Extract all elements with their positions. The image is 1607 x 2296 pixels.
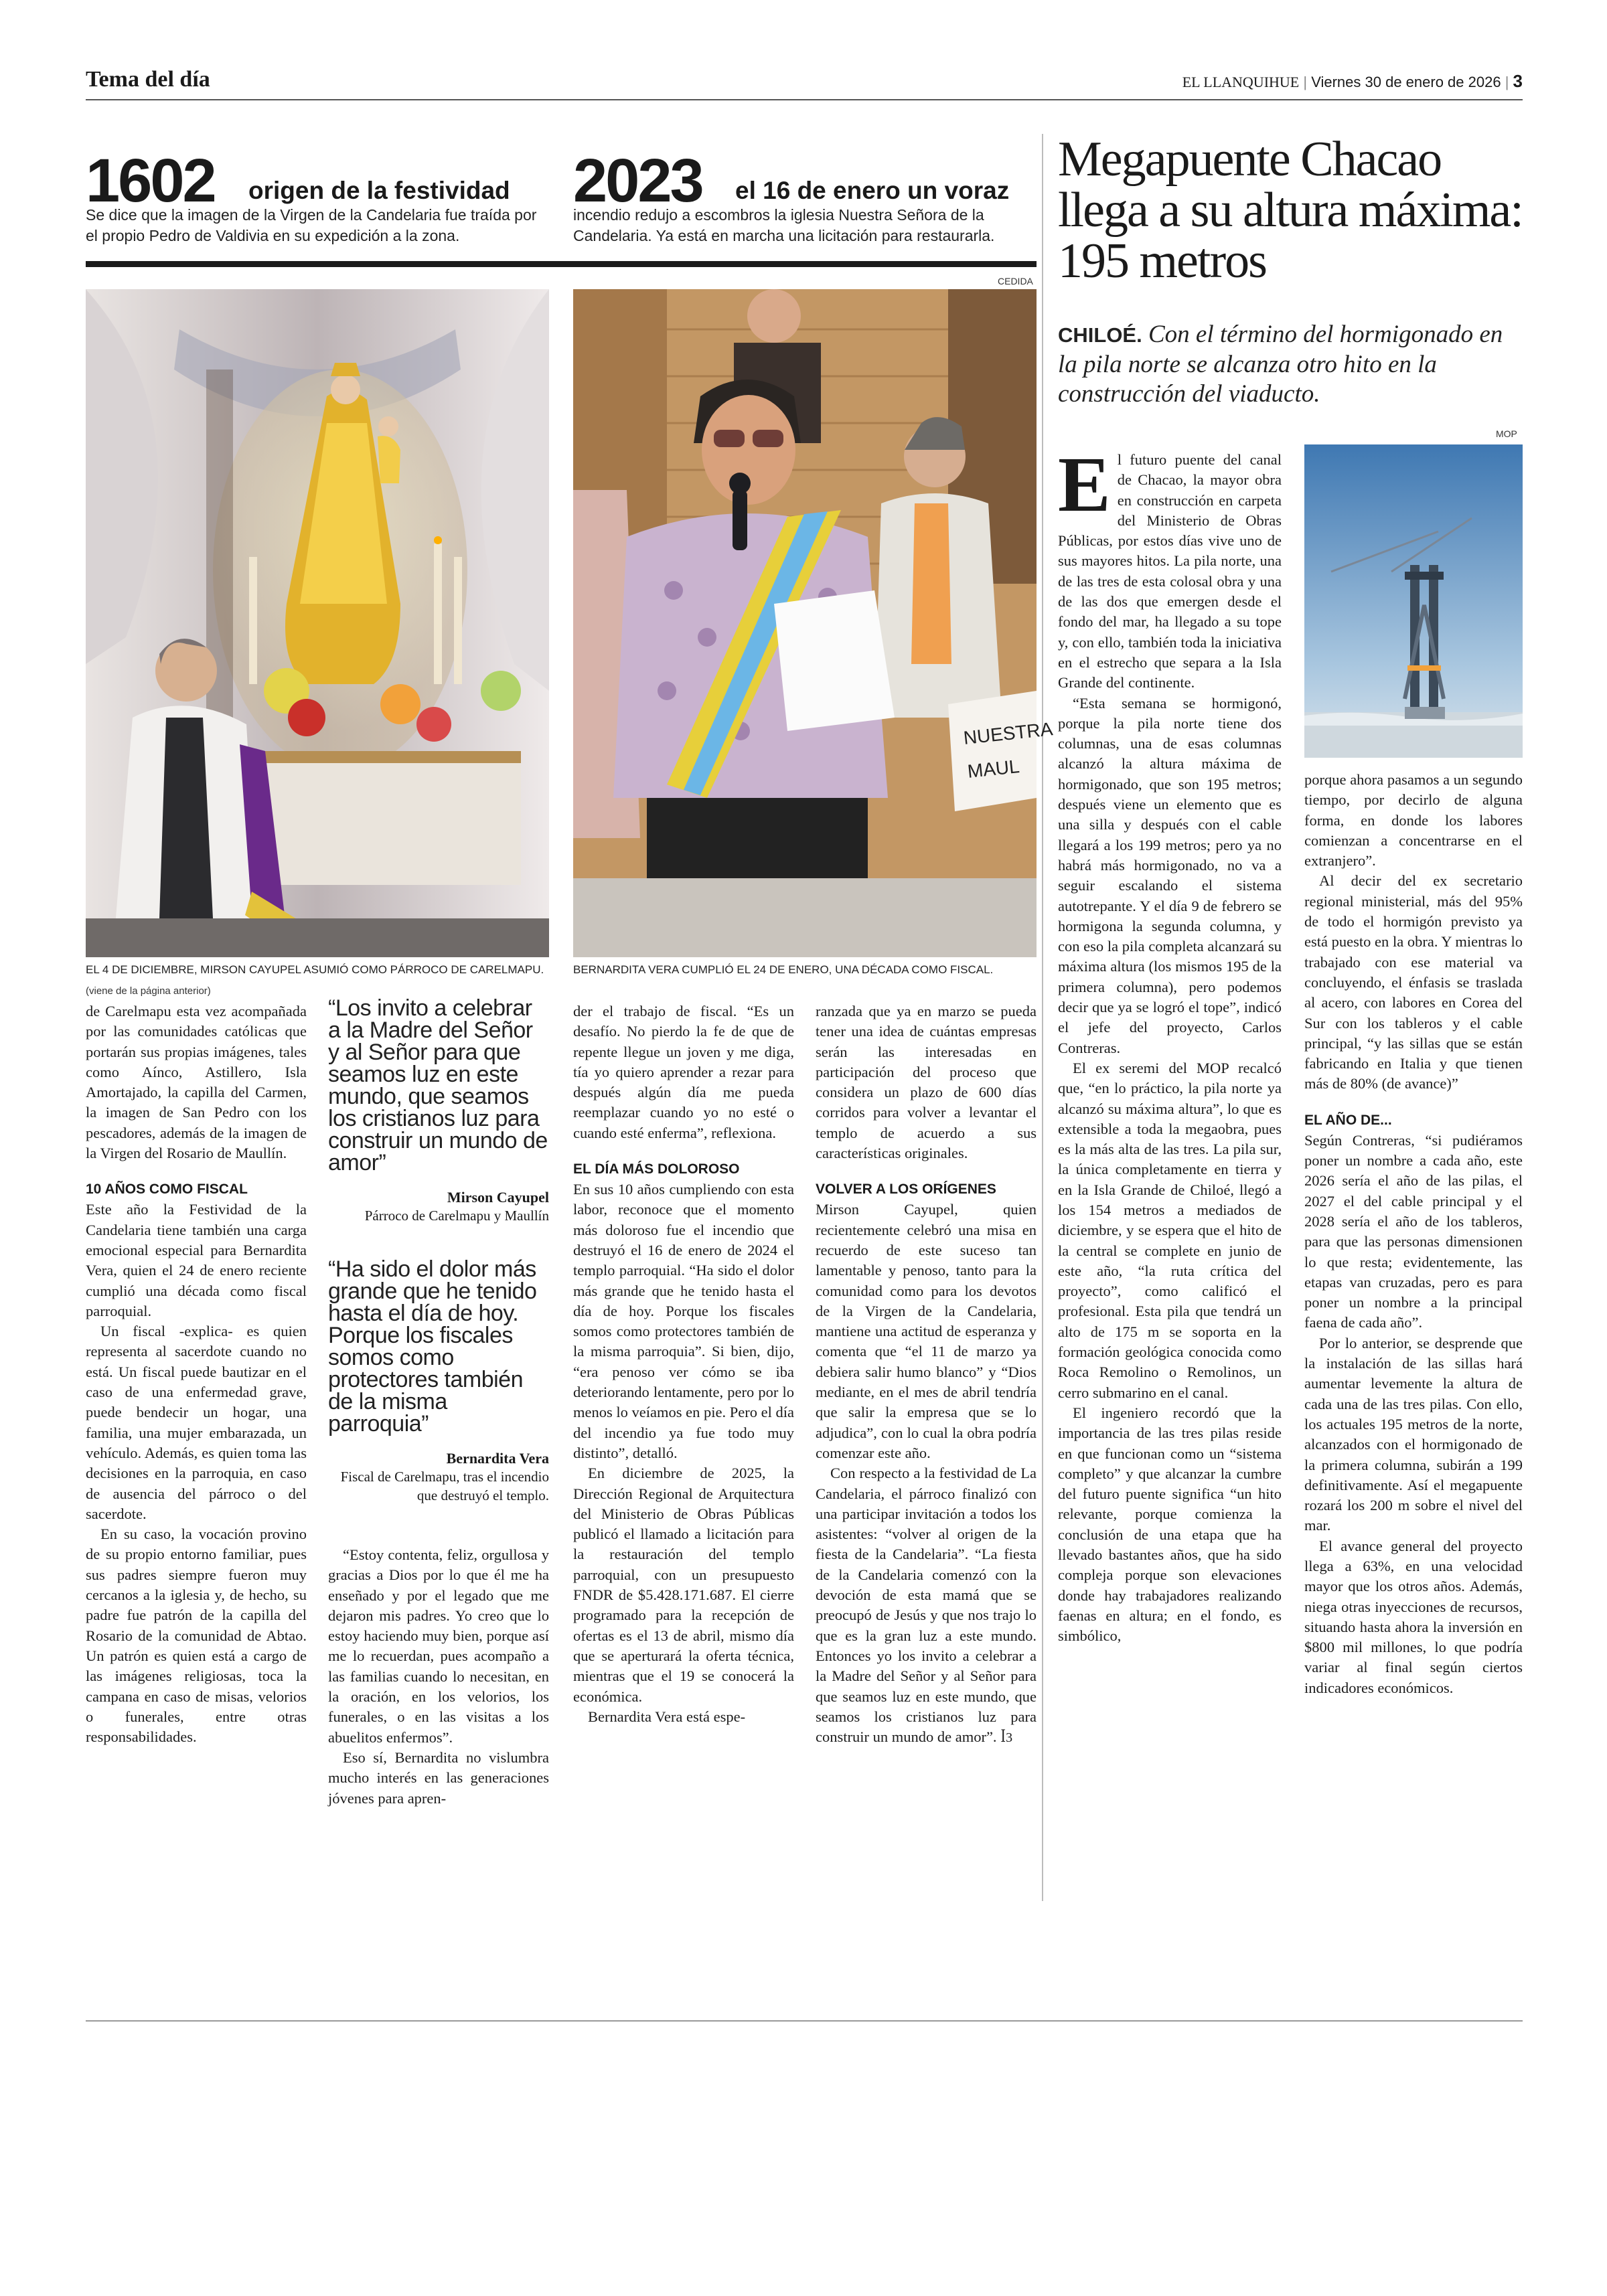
continued-note: (viene de la página anterior) — [86, 985, 211, 997]
fact-headline: origen de la festividad — [248, 177, 510, 204]
column-divider — [1042, 134, 1043, 1901]
facts-bar — [86, 261, 1037, 267]
fact-headline: el 16 de enero un voraz — [735, 177, 1010, 204]
article1-col1: de Carelmapu esta vez acompañada por las comunidades católicas que portarán sus propias imágenes, tales como Aínco, Astillero, Isla Amortajado, la capilla del Carmen, la imagen de San Pedro con los pescadores, además de la imagen de la Virgen del Rosario de Maullín. 10 AÑOS COMO FISCAL Este año la Festividad de la Candelaria tiene también una carga emocional especial para Bernardita Vera, quien el 24 de enero reciente cumplió una década como fiscal parroquial. Un fiscal -explica- es quien representa al sacerdote cuando no está. Un fiscal puede bautizar en el caso de una enfermedad grave, puede bendecir un hogar, una familia, una mujer embarazada, un vehículo. Además, es quien toma las decisiones en la parroquia, en caso de ausencia del párroco o del sacerdote. En su caso, la vocación provino de su propio entorno familiar, pues sus padres siempre fueron muy cercanos a la iglesia y, de hecho, su padre fue patrón de la capilla del Rosario de la comunidad de Abtao. Un patrón es quien está a cargo de las imágenes religiosas, toca la campana en caso de misas, velorios o funerales, entre otras responsabilidades. — [86, 1003, 307, 1746]
fact-number: 2023 — [573, 147, 702, 215]
paper-name: EL LLANQUIHUE — [1182, 74, 1300, 90]
masthead-info: EL LLANQUIHUE | Viernes 30 de enero de 2026 | 3 — [1182, 71, 1523, 91]
footer-rule — [86, 2020, 1523, 2022]
altar-illustration — [86, 289, 549, 957]
pullquote-vera: “Ha sido el dolor más grande que he tenido hasta el día de hoy. Porque los fiscales somos como protectores también de la misma parroquia” Bernardita Vera Fiscal de Carelmapu, tras el incendio que destruyó el templo. — [328, 1256, 549, 1503]
photo-fiscal — [573, 289, 1054, 957]
subhead-doloroso: EL DÍA MÁS DOLOROSO — [573, 1161, 740, 1177]
fiscal-illustration — [573, 289, 1054, 957]
article2-title: Megapuente Chacao llega a su altura máxima: 195 metros — [1058, 132, 1523, 289]
dropcap: E — [1058, 440, 1111, 528]
bridge-illustration — [1304, 444, 1523, 758]
pullquote-cayupel: “Los invito a celebrar a la Madre del Señor y al Señor para que seamos luz en este mundo, que seamos los cristianos luz para construir un mundo de amor” Mirson Cayupel Párroco de Carelmapu y Maullín — [328, 995, 549, 1224]
article2-col2: porque ahora pasamos a un segundo tiempo, por decirlo de alguna forma, en donde los labores comienzan a concentrarse en el extranjero”. Al decir del ex secretario regional ministerial, más del 95% de todo el hormigón previsto ya está puesto en la obra. Y mientras lo trabajado con ese material va concluyendo, el énfasis se traslada al acero, con labores en Corea del Sur con los tableros y el cable principal, “y las sillas que se están fabricando en Italia y que tienen más de 80% (de avance)” EL AÑO DE... Según Contreras, “si pudiéramos poner un nombre a cada año, este 2026 sería el año de las pilas, el 2027 el del cable principal y el 2028 sería el año de los tableros, para que las personas dimensionen lo que resta; evidentemente, las etapas van cruzadas, pero es para poner un nombre a la principal faena de cada año”. Por lo anterior, se desprende que la instalación de las sillas hará aumentar levemente la altura de cada una de las tres pilas. Con ello, los actuales 195 metros de la norte, alcanzados con el hormigonado de la primera columna, subirán a 199 definitivamente. Así el megapuente rozará los 200 m sobre el nivel del mar. El avance general del proyecto llega a 63%, en una velocidad mayor que los otros años. Además, niega otras inyecciones de recursos, situando hasta ahora la inversión en $800 mil millones, lo que podría variar al final según ciertos indicadores económicos. — [1304, 771, 1523, 1696]
header-rule — [86, 99, 1523, 100]
subhead-ano: EL AÑO DE... — [1304, 1112, 1392, 1128]
page-number: 3 — [1513, 71, 1523, 91]
article2-place: CHILOÉ. — [1058, 323, 1142, 347]
photo-fiscal-caption: BERNARDITA VERA CUMPLIÓ EL 24 DE ENERO, UNA DÉCADA COMO FISCAL. — [573, 963, 994, 976]
photo-altar-caption: EL 4 DE DICIEMBRE, MIRSON CAYUPEL ASUMIÓ COMO PÁRROCO DE CARELMAPU. — [86, 963, 544, 976]
sign-text: NUESTRA — [962, 718, 1054, 748]
svg-text:MAUL: MAUL — [966, 756, 1020, 782]
end-mark: ꟾ3 — [1000, 1730, 1013, 1746]
photo-altar — [86, 289, 549, 957]
article2-deck: CHILOÉ. Con el término del hormigonado en la pila norte se alcanza otro hito en la construcción del viaducto. — [1058, 321, 1503, 408]
article1-col4: ranzada que ya en marzo se pueda tener una idea de cuántas empresas serán las interesadas en participación del proceso que considera un plazo de 600 días corridos para volver a levantar el templo de acuerdo a sus características originales. VOLVER A LOS ORÍGENES Mirson Cayupel, quien recientemente celebró una misa en recuerdo de este suceso tan lamentable y penoso, tanto para la comunidad como para los devotos de la Virgen de la Candelaria, mantiene una actitud de esperanza y comenta que “el 11 de marzo ya debiera salir humo blanco” y “Dios mediante, en el mes de abril tendría que salir la empresa que se lo adjudica”, con lo cual la obra podría comenzar este año. Con respecto a la festividad de La Candelaria, el párroco finalizó con una participar invitación a todos los asistentes: “volver al origen de la fiesta de la Candelaria”. “La fiesta de la Candelaria comenzó con la devoción de esta mamá que se preocupó de Jesús y que nos trajo lo que es la gran luz a este mundo. Entonces yo los invito a celebrar a la Madre del Señor y al Señor para que seamos luz en este mundo, que seamos los cristianos luz para construir un mundo de amor”. ꟾ3 — [816, 1003, 1037, 1746]
photo-credit-cedida: CEDIDA — [998, 276, 1033, 286]
article2-col1: El futuro puente del canal de Chacao, la mayor obra en construcción en carpeta del Ministerio de Obras Públicas, por estos días vive uno de sus mayores hitos. La pila norte, una de las tres de esta colosal obra y una de las dos que emergen desde el fondo del mar, ha llegado a su tope y, con ello, también toda la iniciativa en el estrecho que separa a la Isla Grande del continente. “Esta semana se hormigonó, porque la pila norte tiene dos columnas, una de esas columnas alcanzó la altura máxima de hormigonado, que son 195 metros; después viene un elemento que es una silla y después con el cable llegará a los 199 metros; pero ya no habrá más hormigonado, no va a seguir escalando el sistema autotrepante. Y el día 9 de febrero se hormigona la segunda columna, y con eso la pila completa alcanzará su máxima altura (los mismos 195 de la primera columna), pero podemos decir que ya se logró el tope”, indicó el jefe del proyecto, Carlos Contreras. El ex seremi del MOP recalcó que, “en lo práctico, la pila norte ya alcanzó su máxima altura”, lo que es extensible a toda la megaobra, pues es la más alta de las tres. La pila sur, la única completamente en tierra y en la Isla Grande de Chiloé, llegó a los 154 metros a mediados de diciembre, y se espera que el hito de la central se complete en junio de este año, “la ruta crítica del proyecto”, como calificó el profesional. Esta pila que tendrá un alto de 175 m se soporta en la formación geológica conocida como Roca Remolino o Remolinos, un cerro submarino en el canal. El ingeniero recordó que la importancia de las tres pilas reside en que funcionan como un “sistema completo” y que alcanzar la cumbre del futuro puente significa “un hito relevante, porque comienza la conclusión de una etapa que ha llevado bastantes años, que ha sido compleja porque son elevaciones donde hay trabajadores realizando faenas en altura; en el fondo, es simbólico, — [1058, 440, 1282, 1645]
section-title: Tema del día — [86, 67, 210, 92]
subhead-fiscal: 10 AÑOS COMO FISCAL — [86, 1181, 248, 1198]
fact-text: Se dice que la imagen de la Virgen de la Candelaria fue traída por el propio Pedro de Valdivia en su expedición a la zona. — [86, 206, 537, 244]
subhead-origenes: VOLVER A LOS ORÍGENES — [816, 1181, 996, 1198]
fact-text: incendio redujo a escombros la iglesia Nuestra Señora de la Candelaria. Ya está en marcha una licitación para restaurarla. — [573, 206, 995, 244]
issue-date: Viernes 30 de enero de 2026 — [1311, 74, 1501, 90]
page-header — [86, 64, 1523, 100]
article1-col2: “Los invito a celebrar a la Madre del Señor y al Señor para que seamos luz en este mundo, que seamos los cristianos luz para construir un mundo de amor” Mirson Cayupel Párroco de Carelmapu y Maullín “Ha sido el dolor más grande que he tenido hasta el día de hoy. Porque los fiscales somos como protectores también de la misma parroquia” Bernardita Vera Fiscal de Carelmapu, tras el incendio que destruyó el templo. “Estoy contenta, feliz, orgullosa y gracias a Dios por lo que él me ha enseñado y por el legado que me dejaron mis padres. Yo creo que lo estoy haciendo muy bien, porque así me lo recuerdan, pues acompaño a las familias cuando lo necesitan, en la oración, en los velorios, los funerales, o en las visitas a los abuelitos enfermos”. Eso sí, Bernardita no vislumbra mucho interés en las generaciones jóvenes para apren- — [328, 995, 549, 1807]
article1-col3: der el trabajo de fiscal. “Es un desafío. No pierdo la fe de que de repente llegue un joven y me diga, tía yo quiero aprender a rezar para después algún día me pueda reemplazar cuando yo no esté o cuando esté enferma”, reflexiona. EL DÍA MÁS DOLOROSO En sus 10 años cumpliendo con esta labor, reconoce que el momento más doloroso fue el incendio que destruyó el 16 de enero de 2024 el templo parroquial. “Ha sido el dolor más grande que he tenido hasta el día de hoy. Porque los fiscales somos como protectores también de la misma parroquia”. Si bien, dijo, “era penoso ver cómo se iba deteriorando lentamente, pero por lo menos lo veíamos en pie. Pero el día del incendio ya fue todo muy distinto”, detalló. En diciembre de 2025, la Dirección Regional de Arquitectura del Ministerio de Obras Públicas publicó el llamado a licitación para la restauración del templo parroquial, con un presupuesto FNDR de $5.428.171.687. El cierre programado para la recepción de ofertas es el 13 de abril, mismo día que se aperturará la oferta técnica, mientras que el 19 se conocerá la económica. Bernardita Vera está espe- — [573, 1003, 794, 1725]
fact-number: 1602 — [86, 147, 215, 215]
photo-credit-mop: MOP — [1496, 428, 1517, 439]
photo-bridge — [1304, 444, 1523, 758]
